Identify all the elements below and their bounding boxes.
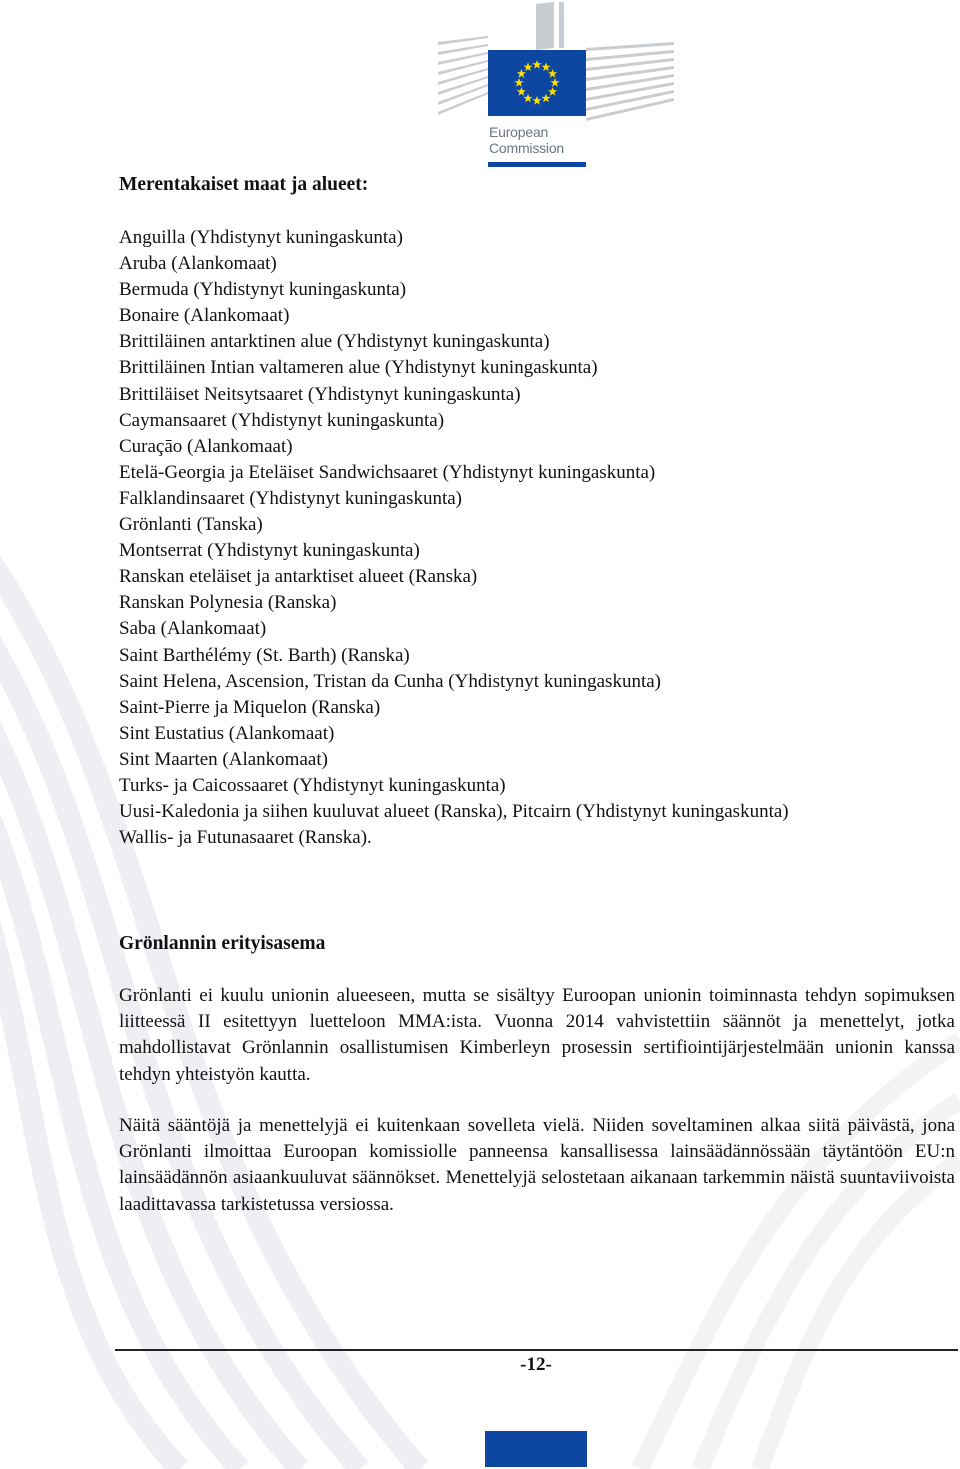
list-item: Uusi-Kaledonia ja siihen kuuluvat alueet (Ranska), Pitcairn (Yhdistynyt kuningaskunta): [119, 801, 789, 823]
list-item: Bonaire (Alankomaat): [119, 305, 290, 327]
list-item: Curaçāo (Alankomaat): [119, 435, 293, 457]
list-item: Aruba (Alankomaat): [119, 253, 277, 275]
list-item: Bermuda (Yhdistynyt kuningaskunta): [119, 279, 407, 301]
section-heading-overseas-territories: Merentakaiset maat ja alueet:: [119, 174, 369, 195]
page-number: -12-: [520, 1354, 552, 1375]
territory-list: [119, 225, 789, 851]
list-item: Ranskan eteläiset ja antarktiset alueet (Ranska): [119, 566, 478, 588]
list-item: Saint Helena, Ascension, Tristan da Cunha (Yhdistynyt kuningaskunta): [119, 670, 661, 692]
list-item: Wallis- ja Futunasaaret (Ranska).: [119, 827, 372, 849]
list-item: Brittiläiset Neitsytsaaret (Yhdistynyt kuningaskunta): [119, 383, 521, 405]
paragraph-greenland-status: Grönlanti ei kuulu unionin alueeseen, mutta se sisältyy Euroopan unionin toiminnasta tehdyn sopimuksen liitteessä II esitettyyn luetteloon MMA:ista. Vuonna 2014 vahvistettiin säännöt ja menettelyt, jotka mahdollistavat Grönlannin osallistumisen Kimberleyn prosessin sertifiointijärjestelmään unionin kanssa tehdyn yhteistyön kautta.: [119, 985, 955, 1085]
list-item: Anguilla (Yhdistynyt kuningaskunta): [119, 227, 403, 248]
list-item: Caymansaaret (Yhdistynyt kuningaskunta): [119, 409, 445, 431]
list-item: Brittiläinen Intian valtameren alue (Yhdistynyt kuningaskunta): [119, 357, 598, 379]
list-item: Montserrat (Yhdistynyt kuningaskunta): [119, 540, 420, 562]
footer-divider: [115, 1349, 958, 1351]
paragraph-rules-not-applied: Näitä sääntöjä ja menettelyjä ei kuitenkaan sovelleta vielä. Niiden soveltaminen alkaa siitä päivästä, jona Grönlanti ilmoittaa Euroopan komissiolle panneensa kansallisessa lainsäädännössään täytäntöön EU:n lainsäädännön asiaankuuluvat säännökset. Menettelyjä selostetaan aikanaan tarkemmin näistä suuntaviivoista laadittavassa tarkistetussa versiossa.: [119, 1115, 955, 1215]
list-item: Brittiläinen antarktinen alue (Yhdistynyt kuningaskunta): [119, 331, 550, 353]
list-item: Saba (Alankomaat): [119, 618, 267, 640]
list-item: Etelä-Georgia ja Eteläiset Sandwichsaaret (Yhdistynyt kuningaskunta): [119, 461, 656, 483]
list-item: Falklandinsaaret (Yhdistynyt kuningaskunta): [119, 487, 462, 509]
logo-text-line1: European: [489, 124, 549, 140]
section-heading-greenland: Grönlannin erityisasema: [119, 933, 326, 954]
list-item: Grönlanti (Tanska): [119, 514, 263, 536]
list-item: Sint Maarten (Alankomaat): [119, 748, 328, 770]
list-item: Ranskan Polynesia (Ranska): [119, 592, 337, 614]
list-item: Sint Eustatius (Alankomaat): [119, 722, 335, 744]
list-item: Saint-Pierre ja Miquelon (Ranska): [119, 696, 381, 718]
list-item: Saint Barthélémy (St. Barth) (Ranska): [119, 644, 410, 666]
logo-text-line2: Commission: [489, 140, 565, 156]
eu-flag: [488, 50, 586, 116]
logo-wordmark: [489, 124, 564, 156]
footer-color-band: [485, 1431, 587, 1467]
logo-underline: [488, 162, 586, 167]
list-item: Turks- ja Caicossaaret (Yhdistynyt kuningaskunta): [119, 774, 506, 796]
